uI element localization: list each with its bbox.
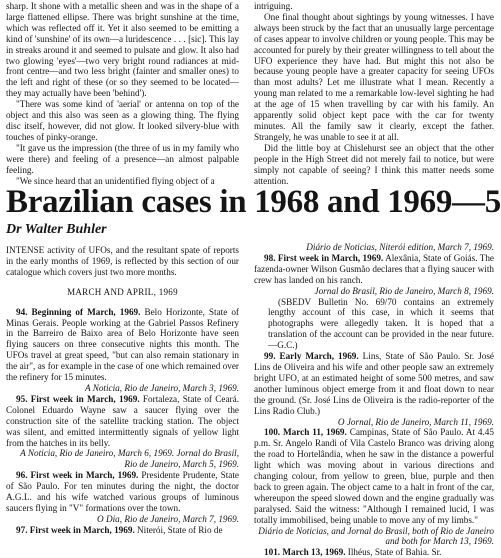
catalogue-entry [254, 253, 494, 286]
entry-text: Niterói, State of Rio de [134, 524, 223, 535]
entry-text: Belo Horizonte, State of Minas Gerais. People working at the Gabriel Passos Refinery in the Barreiro de Baixo area of Belo Horizonte have seen flying saucers on three consecutive nights this month. The UFOs travel at great speed, "but can also remain stationary in the air", as for example in the case of one which remained over the refinery for 15 minutes. [6, 306, 239, 383]
article-main-right-column [254, 242, 494, 558]
entry-citation: A Noticia, Rio de Janeiro, March 3, 1969. [84, 382, 239, 393]
catalogue-entry [6, 394, 239, 449]
catalogue-entry [268, 297, 494, 352]
paragraph: "We since heard that an unidentified flying object of a [16, 175, 215, 186]
entry-citation: A Noticia, Rio de Janeiro, March 6, 1969. Jornal do Brasil, Rio de Janeiro, March 5, 1969. [20, 448, 239, 470]
byline: Dr Walter Buhler [6, 222, 107, 237]
entry-citation: Jornal do Brasil, Rio de Janeiro, March 8, 1969. [314, 285, 494, 296]
section-heading: MARCH AND APRIL, 1969 [67, 286, 178, 297]
entry-text: Ilhéus, State of Bahia. Sr. [345, 547, 442, 558]
entry-citation: O Dia, Rio de Janeiro, March 7, 1969. [97, 513, 239, 524]
entry-text: (SBEDV Bulletin No. 69/70 contains an extremely lengthy account of this case, in which it seems that photographs were allegedly taken. It is hoped that a translation of the account can be provided in the near future.—G.C.) [268, 296, 494, 351]
headline-block [6, 184, 501, 238]
entry-heading: 100. March 11, 1969. [264, 427, 347, 438]
entry-list [254, 242, 494, 558]
paragraph: One final thought about sightings by young witnesses. I have always been struck by the fact that an unusually large percentage of cases appear to involve children or young people. This may be accounted for purely by their greater willingness to tell about the UFO experience they have had. But might this not also be because young people have a greater capacity for seeing UFOs than most adults? Let me illustrate what I mean. Recently a young man related to me a remarkable low-level sighting he had at the age of 15 when travelling by car with his family. An apparently solid object kept pace with the car for twenty minutes. All the family saw it clearly, except the father. Strangely, he was unable to see it at all. [254, 11, 494, 142]
paragraph: "There was some kind of 'aerial' or antenna on top of the object and this also was seen as a glowing thing. The flying disc itself, however, did not glow. It looked silvery-blue with touches of pinky-orange. [6, 99, 239, 142]
entry-heading: 97. First week in March, 1969. [16, 524, 135, 535]
entry-heading: 95. First week in March, 1969. [16, 393, 140, 404]
entry-heading: 94. Beginning of March, 1969. [16, 306, 141, 317]
paragraph: sharp. It shone with a metallic sheen and was in the shape of a large flattened ellipse. There was bright sunshine at the time, which was reflected off it. Yet it also seemed to be emitting a kind of 'sunshine' of its own—a luridescence . . . [sic]. This lay in streaks around it and seemed to pulsate and glow. It also had two glowing 'eyes'—two very bright round radiances at mid-front centre—and two less bright (fainter and smaller ones) to the left and right of these (or so they seemed to be located—they may actually have been 'behind'). [6, 1, 239, 99]
intro-paragraph: INTENSE activity of UFOs, and the resultant spate of reports in the early months of 1969, is reflected by this section of our catalogue which covers just two more months. [6, 245, 239, 277]
entry-heading: 101. March 13, 1969. [264, 547, 346, 558]
entry-citation: O Jornal, Rio de Janeiro, March 11, 1969. [337, 416, 494, 427]
entry-text: Fortaleza, State of Ceará. Colonel Eduardo Wayne saw a saucer flying over the construction site of the satellite tracking station. The object was silent, and emitted intermittently signals of yellow light from the hatches in its belly. [6, 393, 239, 448]
paragraph: "It gave us the impression (the three of us in my family who were there) and feeling of a presence—an almost palpable feeling. [6, 142, 239, 175]
catalogue-entry [6, 307, 239, 383]
entry-list [6, 307, 239, 536]
catalogue-entry [6, 470, 239, 514]
entry-text: Presidente Prudente, State of São Paulo. For ten minutes during the night, the doctor A.G.L. and his wife watched various groups of luminous saucers flying in "V" formations over the town. [6, 470, 239, 513]
entry-text: Alexânia, State of Goiás. The fazenda-owner Wilson Gusmão declares that a flying saucer with crew has landed on his ranch. [254, 252, 494, 285]
entry-citation: Diário de Noticias, and Jornal do Brasil, both of Rio de Janeiro and both for March 13, 1969. [258, 525, 494, 547]
entry-text: Campinas, State of São Paulo. At 4.45 p.m. Sr. Angelo Randi of Vila Castelo Branco was driving along the road to Hortelândia, when he saw in the distance a powerful light which was moving about in various directions and changing colour, from yellow to green, blue, purple and then back to green again. The object came to a halt in front of the car, whereupon the speed slowed down and the engine gradually was paralysed. Said the witness: "Although I remained lucid, I was totally immobilised, being unable to move any of my limbs." [254, 427, 494, 525]
catalogue-entry [254, 351, 494, 416]
catalogue-entry [254, 547, 494, 558]
entry-text: Lins, State of São Paulo. Sr. José Lins de Oliveira and his wife and other people saw an extremely bright UFO, at an estimated height of some 500 metres, and saw another luminous object emerge from it and float down to near the ground. (Sr. José Lins de Oliveira is the radio-reporter of the Lins Radio Club.) [254, 351, 494, 416]
article-main-left-column [6, 245, 239, 535]
catalogue-entry [254, 427, 494, 525]
entry-heading: 99. Early March, 1969. [264, 351, 359, 362]
entry-heading: 98. First week in March, 1969. [264, 252, 384, 263]
entry-heading: 96. First week in March, 1969. [16, 470, 139, 481]
article-top-left-column [6, 1, 239, 186]
entry-citation: Diário de Noticias, Niterói edition, March 7, 1969. [306, 242, 494, 252]
paragraph: intriguing. [254, 1, 293, 11]
paragraph: Did the little boy at Chislehurst see an object that the other people in the High Street did not merely fail to notice, but were simply not capable of seeing? I think this matter needs some attention. [254, 142, 494, 186]
article-top-right-column [254, 1, 494, 186]
catalogue-entry [6, 525, 239, 536]
article-headline: Brazilian cases in 1968 and 1969—5 [6, 184, 501, 220]
